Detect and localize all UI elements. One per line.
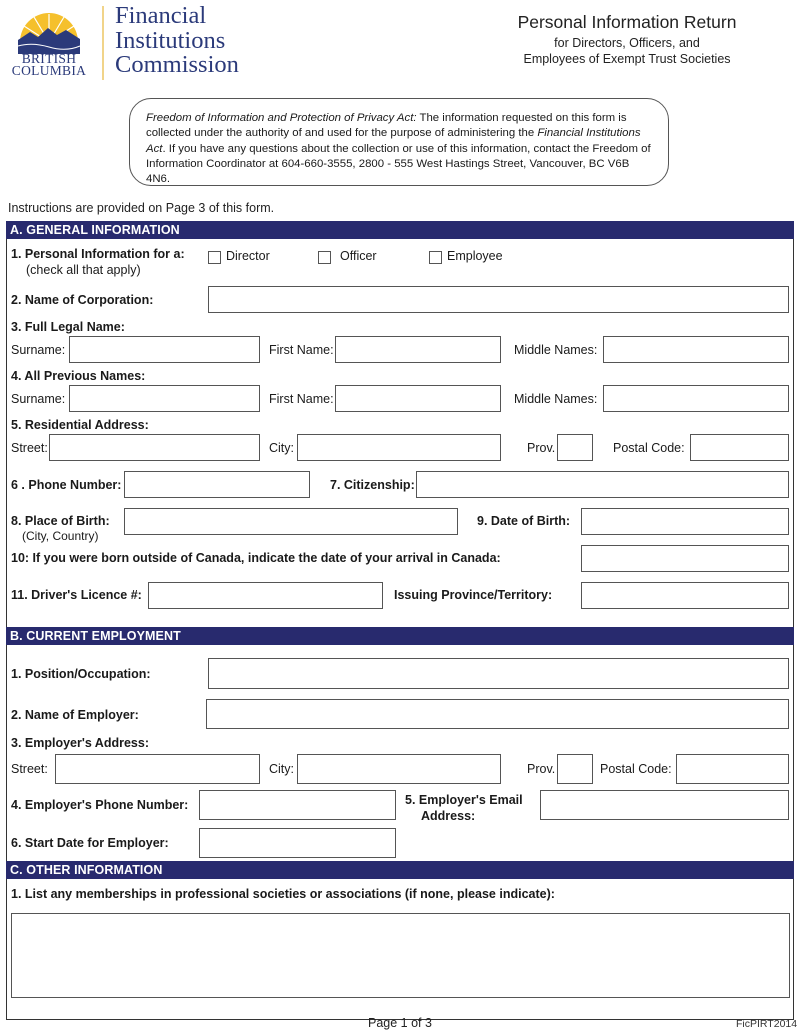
q10-arrival-label: 10: If you were born outside of Canada, indicate the date of your arrival in Canada: xyxy=(11,551,501,565)
drivers-licence-field[interactable] xyxy=(148,582,383,609)
q7-citizenship-label: 7. Citizenship: xyxy=(330,478,415,492)
org-line-3: Commission xyxy=(115,51,239,78)
date-of-birth-field[interactable] xyxy=(581,508,789,535)
employer-city-label: City: xyxy=(269,762,294,776)
employer-province-field[interactable] xyxy=(557,754,593,784)
financial-institutions-act-ref: Financial Institutions Act xyxy=(146,127,641,155)
instructions-note: Instructions are provided on Page 3 of this form. xyxy=(8,201,275,215)
city-label: City: xyxy=(269,441,294,455)
section-a-header: A. GENERAL INFORMATION xyxy=(6,221,794,239)
phone-number-field[interactable] xyxy=(124,471,310,498)
prev-first-name-label: First Name: xyxy=(269,392,334,406)
corporation-name-field[interactable] xyxy=(208,286,789,313)
privacy-notice xyxy=(129,98,669,186)
employer-city-field[interactable] xyxy=(297,754,501,784)
residential-street-field[interactable] xyxy=(49,434,260,461)
logo-line-2: COLUMBIA xyxy=(11,63,87,78)
officer-label: Officer xyxy=(340,249,377,263)
previous-surname-field[interactable] xyxy=(69,385,260,412)
org-line-1: Financial xyxy=(115,2,207,29)
employer-start-date-field[interactable] xyxy=(199,828,396,858)
employer-email-field[interactable] xyxy=(540,790,789,820)
privacy-text-1: The information requested on this form is collected under the authority of and used for the purpose of administering the xyxy=(146,112,627,140)
employer-postal-code-label: Postal Code: xyxy=(600,762,672,776)
page-number: Page 1 of 3 xyxy=(368,1016,432,1030)
b3-employer-address-label: 3. Employer's Address: xyxy=(11,736,149,750)
b4-employer-phone-label: 4. Employer's Phone Number: xyxy=(11,798,189,812)
place-of-birth-field[interactable] xyxy=(124,508,458,535)
organization-name xyxy=(115,4,239,78)
position-occupation-field[interactable] xyxy=(208,658,789,689)
arrival-date-field[interactable] xyxy=(581,545,789,572)
director-label: Director xyxy=(226,249,270,263)
surname-label: Surname: xyxy=(11,343,66,357)
first-name-label: First Name: xyxy=(269,343,334,357)
employer-street-field[interactable] xyxy=(55,754,260,784)
q11-drivers-licence-label: 11. Driver's Licence #: xyxy=(11,588,142,602)
employer-postal-code-field[interactable] xyxy=(676,754,789,784)
q3-full-legal-name-label: 3. Full Legal Name: xyxy=(11,320,125,334)
subtitle-line-1: for Directors, Officers, and xyxy=(554,36,700,50)
bc-sun-mountain-logo-icon xyxy=(12,6,86,56)
postal-code-label: Postal Code: xyxy=(613,441,685,455)
issuing-province-field[interactable] xyxy=(581,582,789,609)
privacy-act-name: Freedom of Information and Protection of Privacy Act: xyxy=(146,112,417,124)
street-label: Street: xyxy=(11,441,48,455)
issuing-province-label: Issuing Province/Territory: xyxy=(394,588,553,602)
bc-logo-text xyxy=(6,53,92,77)
residential-province-field[interactable] xyxy=(557,434,593,461)
prev-middle-names-label: Middle Names: xyxy=(514,392,598,406)
employee-label: Employee xyxy=(447,249,503,263)
prov-label: Prov. xyxy=(527,441,556,455)
middle-names-label: Middle Names: xyxy=(514,343,598,357)
b5-employer-email-label-2: Address: xyxy=(421,809,476,823)
q6-phone-label: 6 . Phone Number: xyxy=(11,478,122,492)
employee-checkbox[interactable] xyxy=(429,251,442,264)
memberships-textarea[interactable] xyxy=(11,913,790,998)
director-checkbox[interactable] xyxy=(208,251,221,264)
employer-prov-label: Prov. xyxy=(527,762,556,776)
org-line-2: Institutions xyxy=(115,26,226,54)
employer-name-field[interactable] xyxy=(206,699,789,729)
b1-position-label: 1. Position/Occupation: xyxy=(11,667,151,681)
privacy-text-2: . If you have any questions about the collection or use of this information, contact the Freedom of Information Coordinator at 604-660-3555, 2800 - 555 West Hastings Street, Vancouver, BC V6B 4N6. xyxy=(146,142,651,186)
previous-middle-names-field[interactable] xyxy=(603,385,789,412)
prev-surname-label: Surname: xyxy=(11,392,66,406)
c1-memberships-label: 1. List any memberships in professional societies or associations (if none, please indicate): xyxy=(11,887,555,901)
b2-employer-name-label: 2. Name of Employer: xyxy=(11,708,139,722)
residential-city-field[interactable] xyxy=(297,434,501,461)
logo-divider xyxy=(102,6,104,80)
q1-personal-info-label: 1. Personal Information for a: xyxy=(11,247,185,261)
q9-date-of-birth-label: 9. Date of Birth: xyxy=(477,514,571,528)
form-code: FicPIRT2014 xyxy=(736,1018,798,1030)
q2-corporation-label: 2. Name of Corporation: xyxy=(11,293,154,307)
legal-surname-field[interactable] xyxy=(69,336,260,363)
subtitle-line-2: Employees of Exempt Trust Societies xyxy=(523,51,731,66)
citizenship-field[interactable] xyxy=(416,471,789,498)
previous-first-name-field[interactable] xyxy=(335,385,501,412)
b5-employer-email-label: 5. Employer's Email xyxy=(405,793,523,807)
employer-phone-field[interactable] xyxy=(199,790,396,820)
employer-street-label: Street: xyxy=(11,762,48,776)
q8-place-of-birth-label: 8. Place of Birth: xyxy=(11,514,110,528)
q8-hint: (City, Country) xyxy=(22,529,99,543)
q1-hint: (check all that apply) xyxy=(26,263,141,277)
q5-residential-address-label: 5. Residential Address: xyxy=(11,418,149,432)
residential-postal-code-field[interactable] xyxy=(690,434,789,461)
legal-first-name-field[interactable] xyxy=(335,336,501,363)
section-c-header: C. OTHER INFORMATION xyxy=(6,861,794,879)
form-subtitle xyxy=(480,36,774,67)
q4-previous-names-label: 4. All Previous Names: xyxy=(11,369,146,383)
b6-start-date-label: 6. Start Date for Employer: xyxy=(11,836,169,850)
section-b-header: B. CURRENT EMPLOYMENT xyxy=(6,627,794,645)
form-title: Personal Information Return xyxy=(517,12,737,32)
officer-checkbox[interactable] xyxy=(318,251,331,264)
logo-line-1: BRITISH xyxy=(21,51,77,66)
legal-middle-names-field[interactable] xyxy=(603,336,789,363)
